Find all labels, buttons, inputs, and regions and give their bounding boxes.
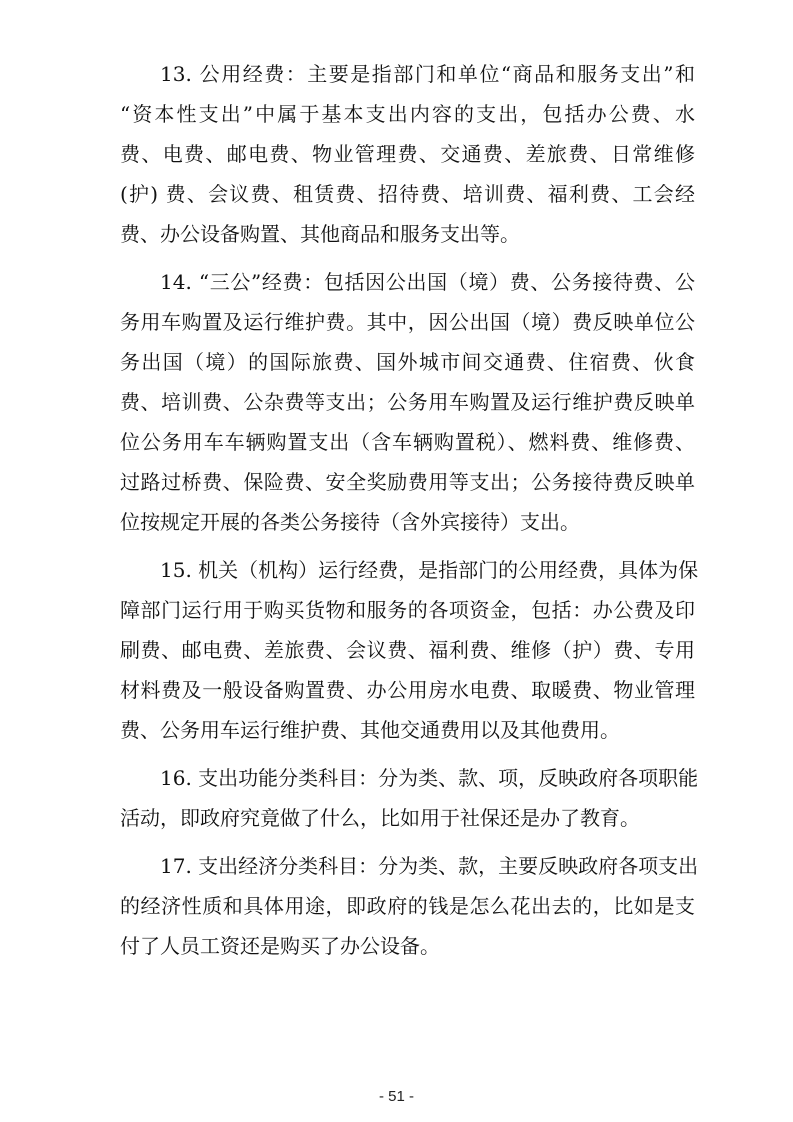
paragraph-line: 位公务用车车辆购置支出（含车辆购置税）、燃料费、维修费、: [120, 430, 695, 454]
paragraph-14: [120, 262, 695, 542]
paragraph-line: 材料费及一般设备购置费、办公用房水电费、取暖费、物业管理: [120, 678, 695, 702]
paragraph-line: 费、培训费、公杂费等支出；公务用车购置及运行维护费反映单: [120, 390, 695, 414]
page-number: - 51 -: [378, 1088, 414, 1105]
document-body: [120, 54, 699, 966]
paragraph-line: 障部门运行用于购买货物和服务的各项资金，包括：办公费及印: [120, 598, 695, 622]
paragraph-line: 费、办公设备购置、其他商品和服务支出等。: [120, 222, 520, 246]
paragraph-16: [120, 758, 699, 838]
paragraph-line: 位按规定开展的各类公务接待（含外宾接待）支出。: [120, 510, 580, 534]
paragraph-line: 费、电费、邮电费、物业管理费、交通费、差旅费、日常维修: [120, 142, 695, 166]
paragraph-line: 14. “三公”经费：包括因公出国（境）费、公务接待费、公: [160, 270, 695, 294]
paragraph-line: 活动，即政府究竟做了什么，比如用于社保还是办了教育。: [120, 806, 640, 830]
paragraph-15: [120, 550, 699, 750]
paragraph-line: 务出国（境）的国际旅费、国外城市间交通费、住宿费、伙食: [120, 350, 695, 374]
paragraph-line: 付了人员工资还是购买了办公设备。: [120, 934, 440, 958]
paragraph-line: 16. 支出功能分类科目：分为类、款、项，反映政府各项职能: [160, 766, 699, 790]
paragraph-line: 务用车购置及运行维护费。其中，因公出国（境）费反映单位公: [120, 310, 695, 334]
paragraph-line: 的经济性质和具体用途，即政府的钱是怎么花出去的，比如是支: [120, 894, 695, 918]
paragraph-line: 刷费、邮电费、差旅费、会议费、福利费、维修（护）费、专用: [120, 638, 695, 662]
paragraph-line: 费、公务用车运行维护费、其他交通费用以及其他费用。: [120, 718, 620, 742]
paragraph-line: 15. 机关（机构）运行经费，是指部门的公用经费，具体为保: [160, 558, 699, 582]
paragraph-line: 17. 支出经济分类科目：分为类、款，主要反映政府各项支出: [160, 854, 699, 878]
paragraph-line: 过路过桥费、保险费、安全奖励费用等支出；公务接待费反映单: [120, 470, 695, 494]
paragraph-17: [120, 846, 699, 966]
paragraph-13: [120, 54, 695, 254]
paragraph-line: “资本性支出”中属于基本支出内容的支出，包括办公费、水: [120, 102, 695, 126]
paragraph-line: 13. 公用经费：主要是指部门和单位“商品和服务支出”和: [160, 62, 695, 86]
paragraph-line: (护) 费、会议费、租赁费、招待费、培训费、福利费、工会经: [120, 182, 695, 206]
